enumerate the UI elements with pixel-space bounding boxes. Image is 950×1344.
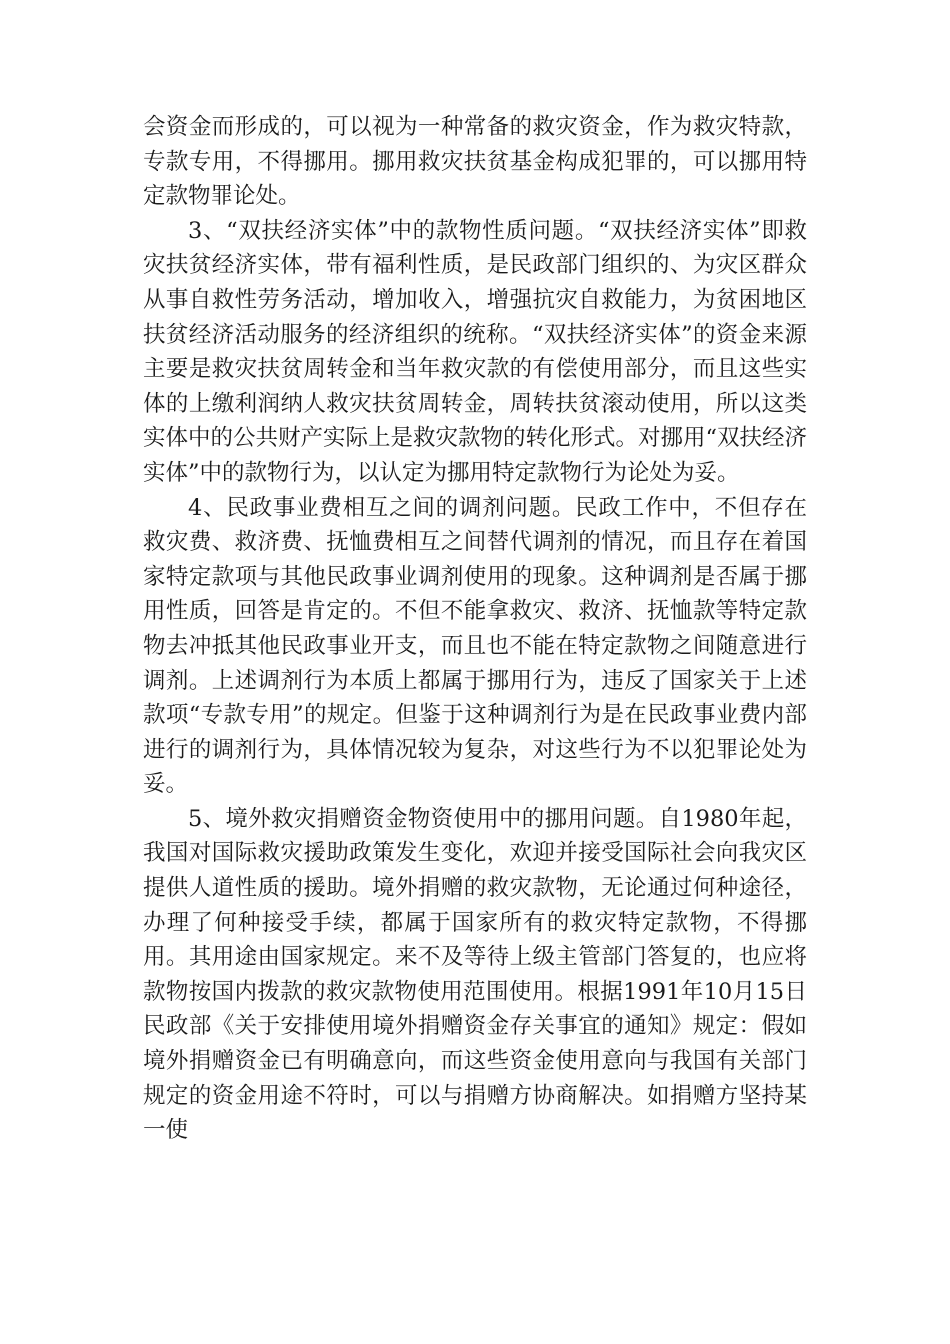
paragraph-item-5: 5、境外救灾捐赠资金物资使用中的挪用问题。自1980年起，我国对国际救灾援助政策发生变化，欢迎并接受国际社会向我灾区提供人道性质的援助。境外捐赠的救灾款物，无论通过何种途径，办理了何种接受手续，都属于国家所有的救灾特定款物，不得挪用。其用途由国家规定。来不及等待上级主管部门答复的，也应将款物按国内拨款的救灾款物使用范围使用。根据1991年10月15日民政部《关于安排使用境外捐赠资金存关事宜的通知》规定：假如境外捐赠资金已有明确意向，而这些资金使用意向与我国有关部门规定的资金用途不符时，可以与捐赠方协商解决。如捐赠方坚持某一使 [143,805,807,1144]
paragraph-continued: 会资金而形成的，可以视为一种常备的救灾资金，作为救灾特款，专款专用，不得挪用。挪用救灾扶贫基金构成犯罪的，可以挪用特定款物罪论处。 [143,114,807,210]
paragraph-item-3: 3、“双扶经济实体”中的款物性质问题。“双扶经济实体”即救灾扶贫经济实体，带有福利性质，是民政部门组织的、为灾区群众从事自救性劳务活动，增加收入，增强抗灾自救能力，为贫困地区扶贫经济活动服务的经济组织的统称。“双扶经济实体”的资金来源主要是救灾扶贫周转金和当年救灾款的有偿使用部分，而且这些实体的上缴利润纳人救灾扶贫周转金，周转扶贫滚动使用，所以这类实体中的公共财产实际上是救灾款物的转化形式。对挪用“双扶经济实体”中的款物行为，以认定为挪用特定款物行为论处为妥。 [143,217,808,486]
document-page [143,110,807,1148]
paragraph-item-4: 4、民政事业费相互之间的调剂问题。民政工作中，不但存在救灾费、救济费、抚恤费相互之间替代调剂的情况，而且存在着国家特定款项与其他民政事业调剂使用的现象。这种调剂是否属于挪用性质，回答是肯定的。不但不能拿救灾、救济、抚恤款等特定款物去冲抵其他民政事业开支，而且也不能在特定款物之间随意进行调剂。上述调剂行为本质上都属于挪用行为，违反了国家关于上述款项“专款专用”的规定。但鉴于这种调剂行为是在民政事业费内部进行的调剂行为，具体情况较为复杂，对这些行为不以犯罪论处为妥。 [143,494,807,798]
